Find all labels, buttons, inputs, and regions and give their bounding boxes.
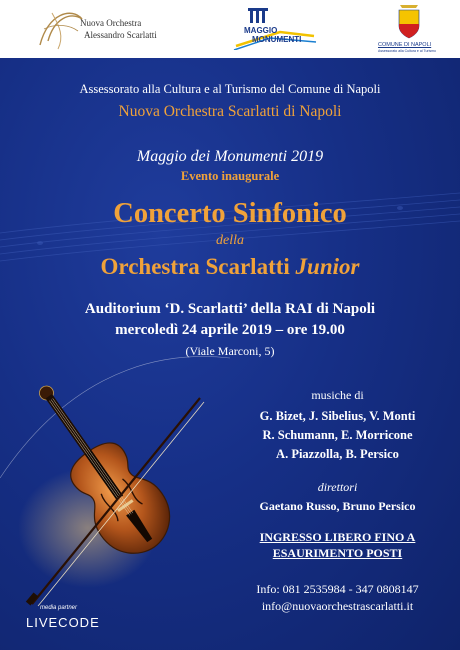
assessorato-line: Assessorato alla Cultura e al Turismo del Comune di Napoli — [79, 82, 381, 96]
orchestra-title — [0, 254, 460, 280]
admission-note-line1: INGRESSO LIBERO FINO A — [259, 530, 416, 544]
media-partner-label: media partner — [40, 605, 78, 611]
conductors-label: direttori — [317, 480, 358, 494]
venue: Auditorium ‘D. Scarlatti’ della RAI di Napoli — [84, 301, 376, 317]
event-datetime: mercoledì 24 aprile 2019 – ore 19.00 — [115, 322, 345, 338]
composers-line: R. Schumann, E. Morricone — [262, 428, 413, 442]
comune-di-napoli-logo — [376, 4, 446, 56]
maggio-logo-line2: MONUMENTI — [252, 35, 302, 44]
venue-address: (Viale Marconi, 5) — [185, 344, 275, 358]
composers-line: A. Piazzolla, B. Persico — [276, 447, 399, 461]
livecode-logo: LIVECODE — [26, 615, 100, 630]
contact-email: info@nuovaorchestrascarlatti.it — [261, 599, 414, 613]
nuova-orchestra-logo — [30, 5, 170, 53]
conductors: Gaetano Russo, Bruno Persico — [259, 499, 416, 513]
header-bar — [0, 0, 460, 58]
title-connector: della — [216, 233, 244, 248]
orchestra-name: Orchestra Scarlatti — [100, 254, 290, 279]
concert-title: Concerto Sinfonico — [113, 198, 347, 229]
organization-name: Nuova Orchestra Scarlatti di Napoli — [118, 103, 342, 120]
poster-body — [0, 58, 460, 650]
festival-name: Maggio dei Monumenti 2019 — [136, 148, 324, 165]
treble-swirl-icon — [30, 5, 90, 53]
comune-subtitle: Assessorato alla Cultura e al Turismo — [378, 49, 436, 53]
contact-phone: Info: 081 2535984 - 347 0808147 — [256, 582, 419, 596]
logo-text-line1: Nuova Orchestra — [80, 18, 142, 28]
maggio-monumenti-logo — [230, 6, 318, 50]
admission-note-line2: ESAURIMENTO POSTI — [272, 546, 403, 560]
music-label: musiche di — [311, 388, 364, 402]
event-type: Evento inaugurale — [180, 169, 280, 183]
orchestra-suffix: Junior — [295, 254, 360, 279]
violin-icon — [18, 358, 218, 608]
composers-line: G. Bizet, J. Sibelius, V. Monti — [259, 409, 416, 423]
napoli-crest-icon — [396, 4, 422, 40]
maggio-logo-line1: MAGGIO — [244, 26, 278, 35]
logo-text-line2: Alessandro Scarlatti — [84, 30, 157, 40]
comune-name: COMUNE DI NAPOLI — [378, 42, 432, 48]
